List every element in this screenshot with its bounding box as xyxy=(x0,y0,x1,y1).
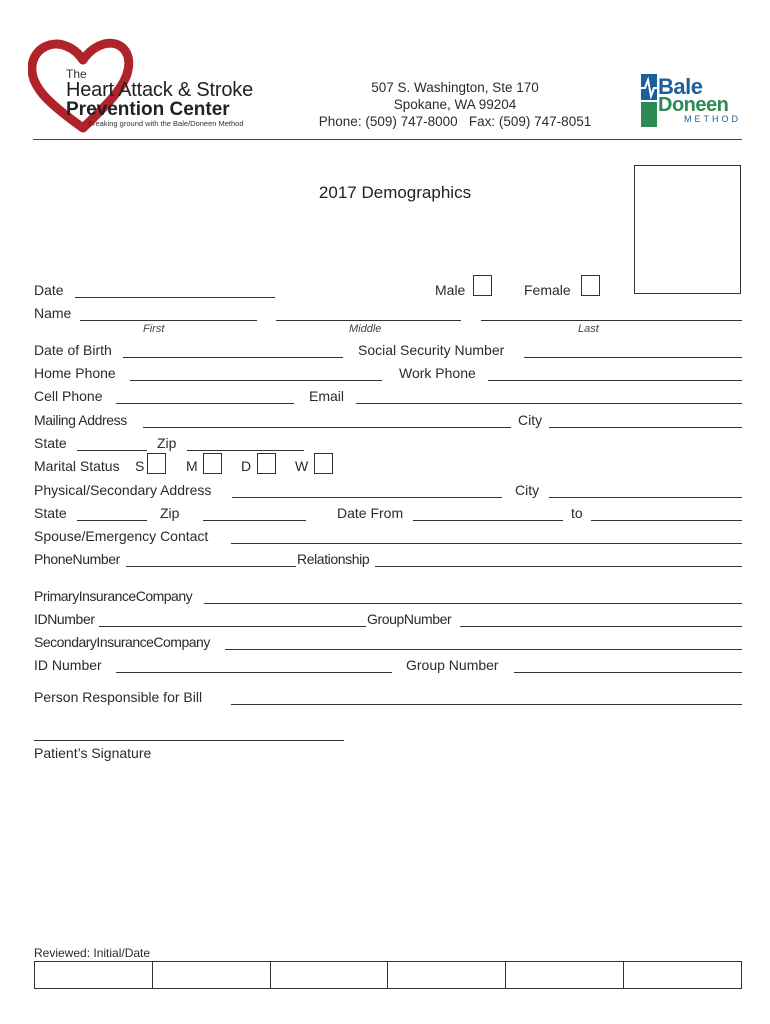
primary-id-field[interactable] xyxy=(99,626,366,627)
form-title: 2017 Demographics xyxy=(318,183,472,202)
logo-line1: Heart Attack & Stroke xyxy=(66,79,253,101)
ssn-field[interactable] xyxy=(524,357,742,358)
reviewed-label: Reviewed: Initial/Date xyxy=(34,946,151,960)
first-sublabel: First xyxy=(143,323,165,335)
logo-the: The xyxy=(66,67,87,81)
clinic-phones: Phone: (509) 747-8000 Fax: (509) 747-8051 xyxy=(318,114,592,129)
primary-group-field[interactable] xyxy=(460,626,742,627)
secondary-id-field[interactable] xyxy=(116,672,392,673)
spouse-label: Spouse/Emergency Contact xyxy=(34,528,209,544)
home-phone-label: Home Phone xyxy=(34,365,116,381)
logo-tagline: Breaking ground with the Bale/Doneen Method xyxy=(88,119,244,128)
reviewed-cell[interactable] xyxy=(271,962,389,988)
reviewed-cell[interactable] xyxy=(388,962,506,988)
middle-name-field[interactable] xyxy=(276,320,461,321)
email-field[interactable] xyxy=(356,403,742,404)
dob-field[interactable] xyxy=(123,357,343,358)
secondary-id-label: ID Number xyxy=(34,657,102,673)
reviewed-cell[interactable] xyxy=(506,962,624,988)
logo-line2: Prevention Center xyxy=(66,99,230,120)
physical-address-label: Physical/Secondary Address xyxy=(34,482,212,498)
dob-label: Date of Birth xyxy=(34,342,112,358)
zip-field[interactable] xyxy=(187,450,304,451)
work-phone-label: Work Phone xyxy=(399,365,476,381)
marital-status-label: Marital Status xyxy=(34,458,120,474)
marital-w-checkbox[interactable] xyxy=(314,453,333,474)
clinic-logo xyxy=(28,38,288,133)
signature-field[interactable] xyxy=(34,740,344,741)
reviewed-cell[interactable] xyxy=(35,962,153,988)
male-checkbox[interactable] xyxy=(473,275,492,296)
state2-label: State xyxy=(34,505,67,521)
home-phone-field[interactable] xyxy=(130,380,382,381)
marital-d-label: D xyxy=(241,458,252,474)
female-label: Female xyxy=(524,282,571,298)
primary-id-label: IDNumber xyxy=(34,611,95,627)
name-label: Name xyxy=(34,305,72,321)
city2-field[interactable] xyxy=(549,497,742,498)
city-field[interactable] xyxy=(549,427,742,428)
marital-d-checkbox[interactable] xyxy=(257,453,276,474)
reviewed-table xyxy=(34,961,742,989)
middle-sublabel: Middle xyxy=(349,323,382,335)
physical-address-field[interactable] xyxy=(232,497,502,498)
responsible-label: Person Responsible for Bill xyxy=(34,689,203,705)
reviewed-cell[interactable] xyxy=(624,962,741,988)
last-sublabel: Last xyxy=(578,323,599,335)
date-from-label: Date From xyxy=(337,505,404,521)
marital-m-label: M xyxy=(186,458,198,474)
relationship-field[interactable] xyxy=(375,566,742,567)
brand-doneen: Doneen xyxy=(658,94,729,116)
city-label: City xyxy=(518,412,543,428)
marital-w-label: W xyxy=(295,458,309,474)
header-rule xyxy=(33,139,742,140)
zip2-label: Zip xyxy=(160,505,180,521)
relationship-label: Relationship xyxy=(297,551,370,567)
zip2-field[interactable] xyxy=(203,520,306,521)
state-label: State xyxy=(34,435,67,451)
female-checkbox[interactable] xyxy=(581,275,600,296)
first-name-field[interactable] xyxy=(80,320,257,321)
date-field[interactable] xyxy=(75,297,275,298)
mailing-address-field[interactable] xyxy=(143,427,511,428)
secondary-insurance-label: SecondaryInsuranceCompany xyxy=(34,634,210,650)
brand-bale: Bale xyxy=(658,74,703,99)
photo-box[interactable] xyxy=(634,165,741,294)
responsible-field[interactable] xyxy=(231,704,742,705)
clinic-city: Spokane, WA 99204 xyxy=(393,97,517,112)
date-to-field[interactable] xyxy=(591,520,742,521)
signature-label: Patient’s Signature xyxy=(34,745,152,761)
contact-phone-label: PhoneNumber xyxy=(34,551,120,567)
mailing-address-label: Mailing Address xyxy=(34,412,127,428)
primary-insurance-field[interactable] xyxy=(204,603,742,604)
spouse-field[interactable] xyxy=(231,543,742,544)
clinic-street: 507 S. Washington, Ste 170 xyxy=(371,80,539,95)
marital-s-checkbox[interactable] xyxy=(147,453,166,474)
zip-label: Zip xyxy=(157,435,177,451)
contact-phone-field[interactable] xyxy=(126,566,296,567)
date-to-label: to xyxy=(571,505,583,521)
city2-label: City xyxy=(515,482,540,498)
bale-doneen-logo xyxy=(640,72,745,130)
date-label: Date xyxy=(34,282,64,298)
secondary-group-label: Group Number xyxy=(406,657,499,673)
last-name-field[interactable] xyxy=(481,320,742,321)
brand-method: METHOD xyxy=(684,114,741,124)
male-label: Male xyxy=(435,282,466,298)
secondary-insurance-field[interactable] xyxy=(225,649,742,650)
cell-phone-label: Cell Phone xyxy=(34,388,103,404)
date-from-field[interactable] xyxy=(413,520,563,521)
ssn-label: Social Security Number xyxy=(358,342,505,358)
secondary-group-field[interactable] xyxy=(514,672,742,673)
work-phone-field[interactable] xyxy=(488,380,742,381)
primary-insurance-label: PrimaryInsuranceCompany xyxy=(34,588,193,604)
reviewed-cell[interactable] xyxy=(153,962,271,988)
marital-m-checkbox[interactable] xyxy=(203,453,222,474)
state2-field[interactable] xyxy=(77,520,147,521)
marital-s-label: S xyxy=(135,458,145,474)
email-label: Email xyxy=(309,388,345,404)
state-field[interactable] xyxy=(77,450,147,451)
cell-phone-field[interactable] xyxy=(116,403,294,404)
primary-group-label: GroupNumber xyxy=(367,611,452,627)
